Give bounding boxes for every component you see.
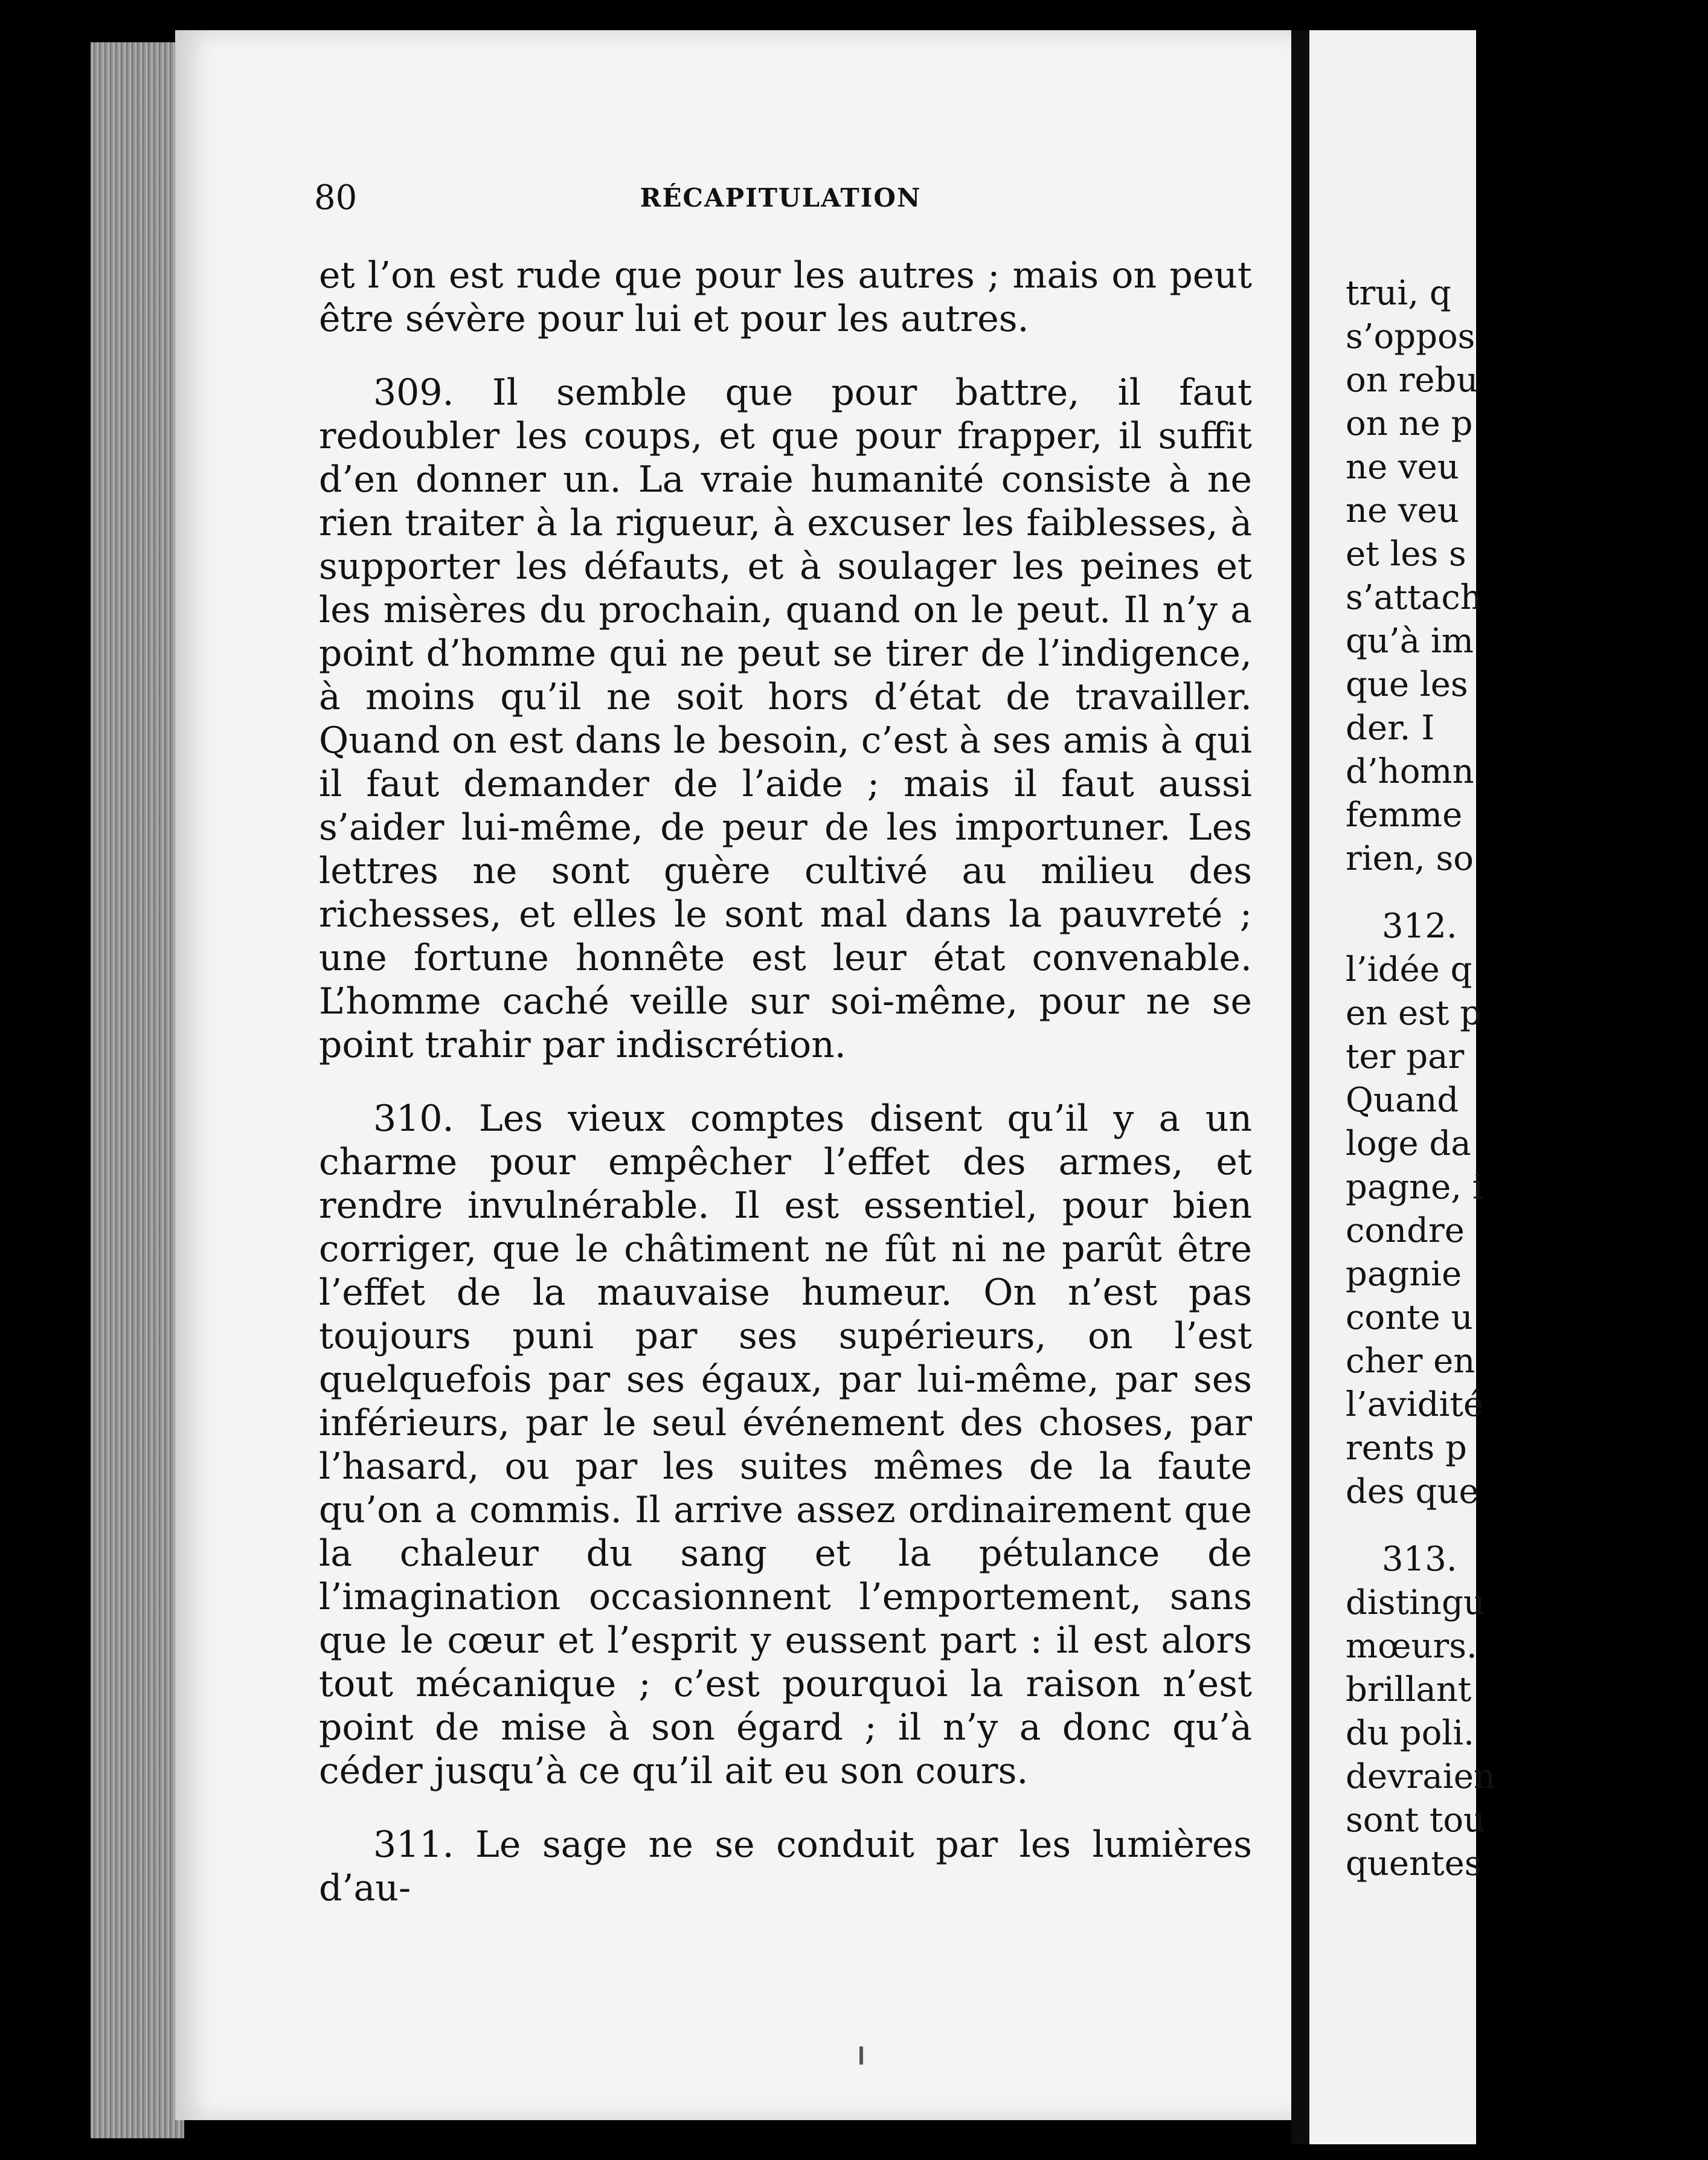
right-page-line: brillant — [1346, 1670, 1472, 1709]
right-page-line: conte u — [1346, 1298, 1473, 1337]
paragraph-310: 310. Les vieux comptes disent qu’il y a un charme pour empêcher l’effet des armes, et rendre invulnérable. Il est essentiel, pour bien corriger, que le châtiment ne fût ni ne parût être l’effet de la mauvaise humeur. On n’est pas toujours puni par ses supérieurs, on l’est quelquefois par ses égaux, par lui-même, par ses inférieurs, par le seul événement des choses, par l’hasard, ou par les suites mêmes de la faute qu’on a commis. Il arrive assez ordinairement que la chaleur du sang et la pétulance de l’imagination occasionnent l’emportement, sans que le cœur et l’esprit y eussent part : il est alors tout mécanique ; c’est pourquoi la raison n’est point de mise à son égard ; il n’y a donc qu’à céder jusqu’à ce qu’il ait eu son cours. — [319, 1098, 1252, 1792]
right-page-line: mœurs. — [1346, 1627, 1477, 1666]
right-page-line: ter par — [1346, 1037, 1465, 1076]
right-page-line: Quand — [1346, 1081, 1459, 1120]
paragraph-gap — [1346, 881, 1708, 905]
right-page-line: des que — [1346, 1472, 1479, 1511]
right-page-line: qu’à im — [1346, 622, 1474, 661]
running-head — [314, 178, 1247, 220]
right-page-line: s’oppos — [1346, 317, 1475, 356]
right-page-line: condre — [1346, 1211, 1465, 1250]
book-fore-edge — [91, 42, 184, 2138]
paragraph-gap — [1346, 1514, 1708, 1538]
right-page-line: l’idée q — [1346, 950, 1472, 989]
right-page-line: 312. — [1382, 907, 1457, 946]
right-page-line: quentes — [1346, 1844, 1482, 1883]
right-page-text — [1346, 272, 1708, 1886]
right-page-line: der. I — [1346, 709, 1435, 748]
right-page-line: loge da — [1346, 1124, 1471, 1163]
left-page-body — [319, 254, 1252, 1910]
right-page-line: s’attach — [1346, 578, 1482, 617]
right-page-line: du poli. — [1346, 1714, 1474, 1753]
paragraph-311: 311. Le sage ne se conduit par les lumières d’au- — [319, 1824, 1252, 1909]
page-number: 80 — [314, 178, 358, 217]
right-page-line: cher en — [1346, 1342, 1475, 1381]
paragraph-continuation: et l’on est rude que pour les autres ; mais on peut être sévère pour lui et pour les autres. — [319, 254, 1252, 340]
right-page-line: rien, so — [1346, 839, 1474, 878]
right-page-line: et les s — [1346, 535, 1466, 574]
right-page-line: l’avidité — [1346, 1385, 1484, 1424]
right-page-line: d’homn — [1346, 752, 1474, 791]
right-page-line: trui, q — [1346, 274, 1451, 313]
right-page-line: 313. — [1382, 1540, 1457, 1579]
print-mark — [859, 2046, 863, 2065]
page-gutter — [1291, 30, 1309, 2144]
right-page-line: on ne p — [1346, 404, 1473, 443]
right-page-line: en est p — [1346, 994, 1482, 1033]
right-page-fragment — [1309, 30, 1495, 2144]
page-header-title: RÉCAPITULATION — [640, 183, 922, 213]
right-page-line: ne veu — [1346, 448, 1459, 487]
right-page-line: sont tou — [1346, 1801, 1486, 1840]
right-page-line: devraien — [1346, 1757, 1495, 1796]
right-page-line: rents p — [1346, 1429, 1467, 1468]
right-page-line: distingu — [1346, 1583, 1485, 1622]
right-page-line: femme — [1346, 796, 1463, 835]
right-page-line: ne veu — [1346, 491, 1459, 530]
right-page-line: que les — [1346, 665, 1468, 704]
paragraph-309: 309. Il semble que pour battre, il faut redoubler les coups, et que pour frapper, il suffit d’en donner un. La vraie humanité consiste à ne rien traiter à la rigueur, à excuser les faiblesses, à supporter les défauts, et à soulager les peines et les misères du prochain, quand on le peut. Il n’y a point d’homme qui ne peut se tirer de l’indigence, à moins qu’il ne soit hors d’état de travailler. Quand on est dans le besoin, c’est à ses amis à qui il faut demander de l’aide ; mais il faut aussi s’aider lui-même, de peur de les importuner. Les lettres ne sont guère cultivé au milieu des richesses, et elles le sont mal dans la pauvreté ; une fortune honnête est leur état convenable. L’homme caché veille sur soi-même, pour ne se point trahir par indiscrétion. — [319, 371, 1252, 1066]
right-page-line: pagne, i — [1346, 1168, 1483, 1207]
right-page-line: pagnie — [1346, 1255, 1462, 1294]
right-page-line: on rebu — [1346, 361, 1478, 400]
